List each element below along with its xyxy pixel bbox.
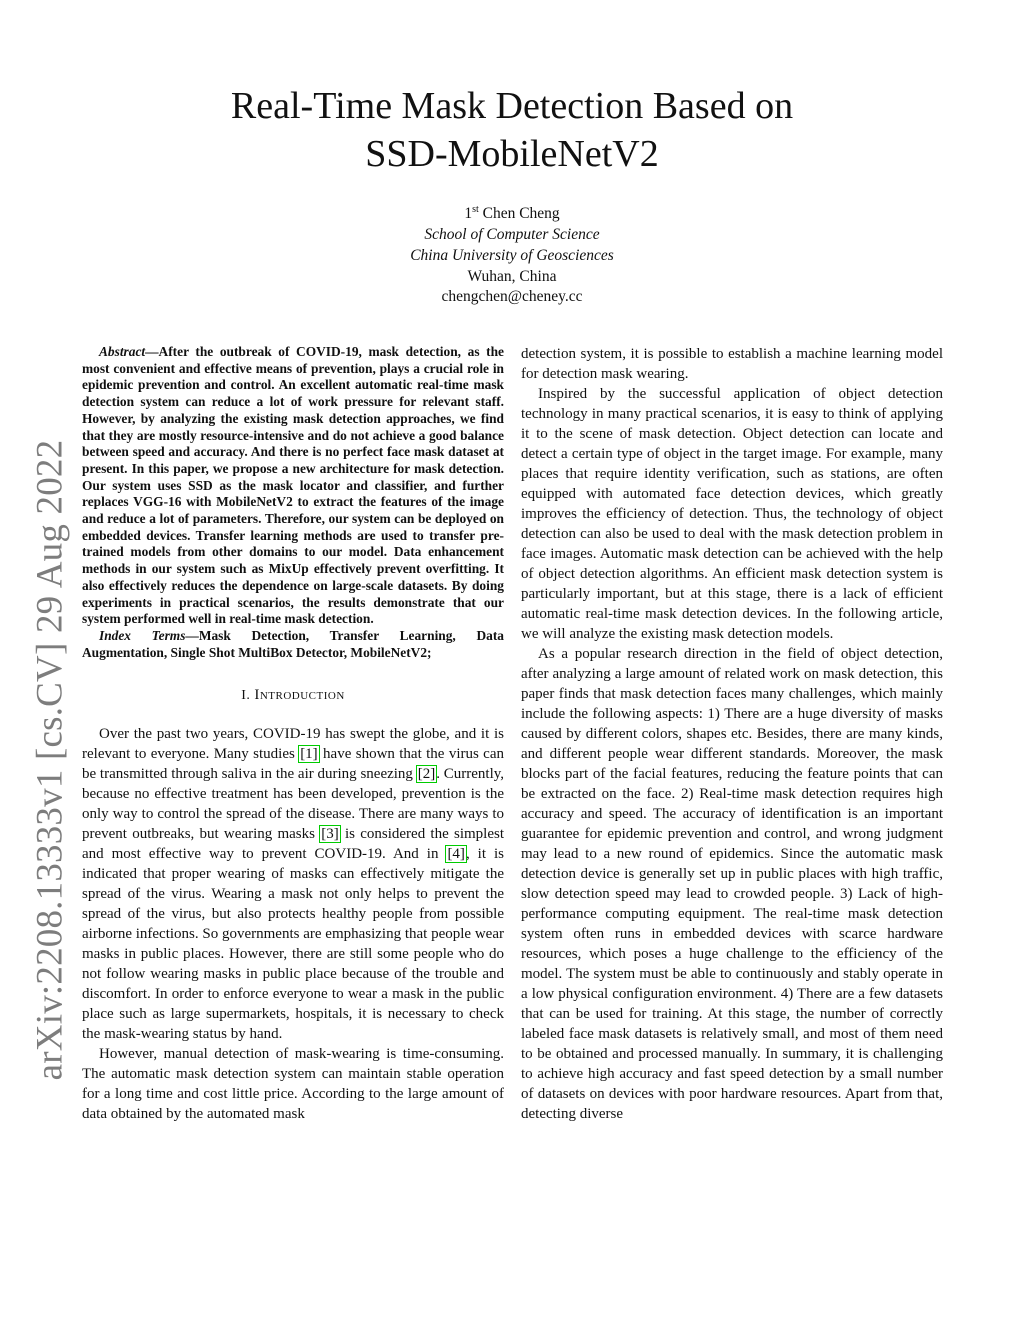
title-line-1: Real-Time Mask Detection Based on bbox=[230, 85, 794, 127]
paper-title bbox=[0, 82, 1024, 178]
intro-text: have shown that the virus can be transmitted through saliva in the air during sneezing bbox=[82, 746, 504, 783]
citation-link[interactable]: [4] bbox=[447, 846, 465, 863]
author-name: Chen Cheng bbox=[482, 205, 560, 223]
right-column bbox=[521, 344, 943, 1124]
author-ordinal-suffix: st bbox=[472, 204, 479, 215]
intro-text: Over the past two years, COVID-19 has swept the globe, and it is relevant to everyone. Many studies bbox=[82, 726, 504, 763]
index-terms-paragraph bbox=[82, 628, 504, 661]
index-terms-text: Mask Detection, Transfer Learning, Data Augmentation, Single Shot MultiBox Detector, MobileNetV2; bbox=[82, 627, 504, 660]
citation-link[interactable]: [3] bbox=[321, 826, 339, 843]
citation-link[interactable]: [1] bbox=[300, 746, 318, 763]
author-department: School of Computer Science bbox=[424, 225, 600, 243]
index-terms-dash: — bbox=[185, 627, 199, 643]
abstract-paragraph bbox=[82, 344, 504, 628]
intro-text: . Currently, because no effective treatment has been developed, prevention is the only way to control the spread of the disease. There are many ways to prevent outbreaks, but wearing masks bbox=[82, 766, 505, 843]
section-title: Introduction bbox=[254, 687, 345, 704]
intro-paragraph-2: However, manual detection of mask-wearing is time-consuming. The automatic mask detection system can maintain stable operation for a long time and cost little price. According to the large amount of data obtained by the automated mask bbox=[82, 1046, 504, 1123]
title-line-2: SSD-MobileNetV2 bbox=[365, 133, 659, 175]
intro-text: is considered the simplest and most effective way to prevent COVID-19. And in bbox=[82, 826, 504, 863]
author-university: China University of Geosciences bbox=[410, 246, 614, 264]
index-terms-label: Index Terms bbox=[99, 627, 186, 643]
left-column bbox=[82, 344, 504, 1124]
author-location: Wuhan, China bbox=[467, 267, 557, 285]
right-paragraph-object-detection: Inspired by the successful application of object detection technology in many practical scenarios, it is easy to think of applying it to the scene of mask detection. Object detection can locate and detect a certain type of object in the target image. For example, many places that require identity verification, such as stations, are often equipped with automated face detection devices, which greatly improves the efficiency of detection. Thus, the technology of object detection can also be used to deal with the mask detection problem in face images. Automatic mask detection can be achieved with the help of object detection algorithms. An efficient mask detection system is particularly important, but at this stage, there is a lack of efficient automatic real-time mask detection devices. In the following article, we will analyze the existing mask detection models. bbox=[521, 386, 943, 642]
intro-text: , it is indicated that proper wearing of masks can effectively mitigate the spread of the virus. Wearing a mask not only helps to prevent the spread of the virus, but also protects healthy people from possible airborne infections. So governments are emphasizing that people wear masks in public places. However, there are still some people who do not follow wearing masks in public place because of the trouble and discomfort. In order to enforce everyone to wear a mask in the public place such as large supermarkets, hospitals, it is necessary to check the mask-wearing status by hand. bbox=[82, 846, 504, 1043]
section-number: I. bbox=[241, 688, 251, 704]
right-paragraph-continued: detection system, it is possible to establish a machine learning model for detection mask wearing. bbox=[521, 346, 943, 382]
author-ordinal: 1 bbox=[464, 205, 473, 223]
abstract-label: Abstract bbox=[99, 344, 146, 359]
arxiv-identifier: arXiv:2208.13333v1 [cs.CV] 29 Aug 2022 bbox=[29, 439, 71, 1081]
author-block bbox=[0, 200, 1024, 308]
abstract bbox=[82, 344, 504, 661]
section-heading-introduction bbox=[82, 685, 504, 706]
citation-link[interactable]: [2] bbox=[417, 766, 436, 783]
abstract-text: After the outbreak of COVID-19, mask detection, as the most convenient and effective means of prevention, plays a crucial role in epidemic prevention and control. An excellent automatic real-time mask detection system can reduce a lot of work pressure for relevant staff. However, by analyzing the existing mask detection approaches, we find that they are mostly resource-intensive and do not achieve a good balance between speed and accuracy. And there is no perfect face mask dataset at present. In this paper, we propose a new architecture for mask detection. Our system uses SSD as the mask locator and classifier, and further replaces VGG-16 with MobileNetV2 to extract the features of the image and reduce a lot of parameters. Therefore, our system can be deployed on embedded devices. Transfer learning methods are used to transfer pre-trained models from other domains to our model. Data enhancement methods in our system such as MixUp effectively prevent overfitting. It also effectively reduces the dependence on large-scale datasets. By doing experiments in practical scenarios, the results demonstrate that our system performed well in real-time mask detection. bbox=[82, 344, 504, 627]
right-paragraph-challenges: As a popular research direction in the field of object detection, after analyzing a large amount of related work on mask detection, this paper finds that mask detection faces many challenges, which mainly include the following aspects: 1) There are a huge diversity of masks caused by different colors, shapes etc. Besides, there are many kinds, and different people wear different standards. Moreover, the mask blocks part of the facial features, reducing the feature points that can be extracted on the face. 2) Real-time mask detection requires high accuracy and speed. The accuracy of identification is an important guarantee for epidemic prevention and control, and wrong judgment may lead to a new round of epidemics. Since the automatic mask detection device is generally set up in public places with high traffic, slow detection speed may lead to crowded people. 3) Lack of high-performance computing equipment. The real-time mask detection system often runs in embedded devices with scarce hardware resources, which poses a huge challenge to the efficiency of the model. The system must be able to continuously and stably operate in a low physical configuration environment. 4) There are a few datasets that can be used for training. At this stage, the number of correctly labeled face mask datasets is relatively small, and most of them need to be obtained and processed manually. In summary, it is challenging to achieve high accuracy and fast speed detection by a small number of datasets on devices with poor hardware resources. Apart from that, detecting diverse bbox=[521, 646, 943, 1122]
intro-paragraph-1 bbox=[82, 724, 504, 1044]
abstract-dash: — bbox=[145, 344, 159, 359]
author-name-line bbox=[0, 200, 1024, 225]
author-email[interactable]: chengchen@cheney.cc bbox=[441, 288, 583, 306]
